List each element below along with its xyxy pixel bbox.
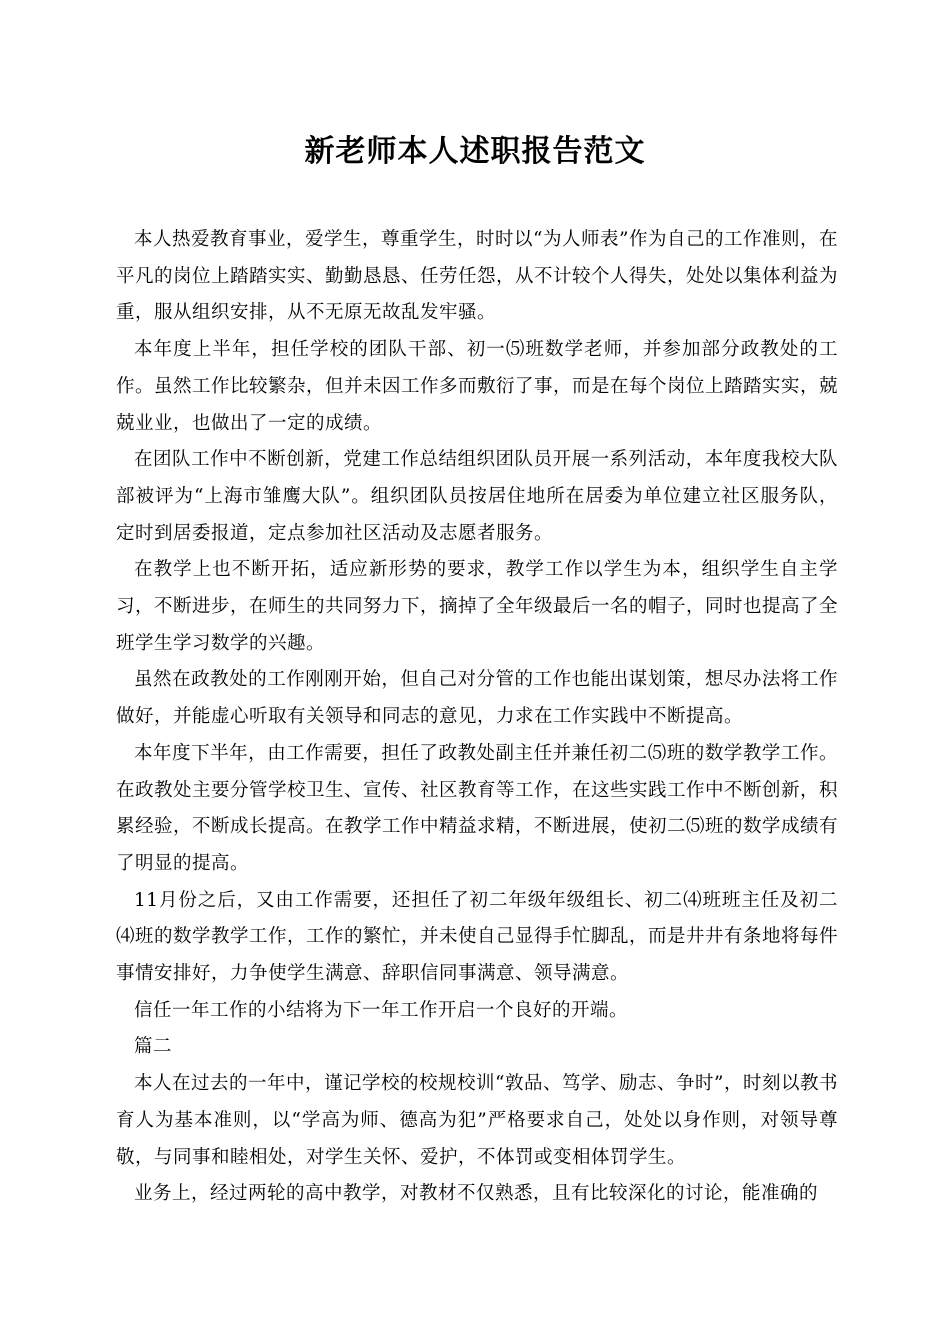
paragraph: 本人热爱教育事业，爱学生，尊重学生，时时以“为人师表”作为自己的工作准则，在平凡的岗位上踏踏实实、勤勤恳恳、任劳任怨，从不计较个人得失，处处以集体利益为重，服从组织安排，从不无原无故乱发牢骚。 (116, 229, 839, 324)
paragraph: 业务上，经过两轮的高中教学，对教材不仅熟悉，且有比较深化的讨论，能准确的 (134, 1183, 819, 1205)
paragraph: 11月份之后，又由工作需要，还担任了初二年级年级组长、初二⑷班班主任及初二⑷班的数学教学工作，工作的繁忙，并未使自己显得手忙脚乱，而是井井有条地将每件事情安排好，力争使学生满意、辞职信同事满意、领导满意。 (116, 889, 839, 985)
paragraph: 在教学上也不断开拓，适应新形势的要求，教学工作以学生为本，组织学生自主学习，不断进步，在师生的共同努力下，摘掉了全年级最后一名的帽子，同时也提高了全班学生学习数学的兴趣。 (116, 559, 839, 654)
document-body (116, 222, 838, 1213)
paragraph: 本人在过去的一年中，谨记学校的校规校训“敦品、笃学、励志、争时”，时刻以教书育人为基本准则，以“学高为师、德高为犯”严格要求自己，处处以身作则，对领导尊敬，与同事和睦相处，对学生关怀、爱护，不体罚或变相体罚学生。 (116, 1073, 838, 1168)
paragraph: 在团队工作中不断创新，党建工作总结组织团队员开展一系列活动，本年度我校大队部被评为“上海市雏鹰大队”。组织团队员按居住地所在居委为单位建立社区服务队，定时到居委报道，定点参加社区活动及志愿者服务。 (116, 449, 838, 544)
paragraph: 本年度下半年，由工作需要，担任了政教处副主任并兼任初二⑸班的数学教学工作。在政教处主要分管学校卫生、宣传、社区教育等工作，在这些实践工作中不断创新，积累经验，不断成长提高。在教学工作中精益求精，不断进展，使初二⑸班的数学成绩有了明显的提高。 (116, 742, 839, 874)
section-heading: 篇二 (134, 1036, 173, 1058)
paragraph: 虽然在政教处的工作刚刚开始，但自己对分管的工作也能出谋划策，想尽办法将工作做好，并能虚心听取有关领导和同志的意见，力求在工作实践中不断提高。 (116, 669, 838, 728)
paragraph: 信任一年工作的小结将为下一年工作开启一个良好的开端。 (134, 999, 629, 1021)
document-title: 新老师本人述职报告范文 (304, 134, 646, 169)
paragraph: 本年度上半年，担任学校的团队干部、初一⑸班数学老师，并参加部分政教处的工作。虽然工作比较繁杂，但并未因工作多而敷衍了事，而是在每个岗位上踏踏实实，兢兢业业，也做出了一定的成绩。 (116, 339, 839, 434)
